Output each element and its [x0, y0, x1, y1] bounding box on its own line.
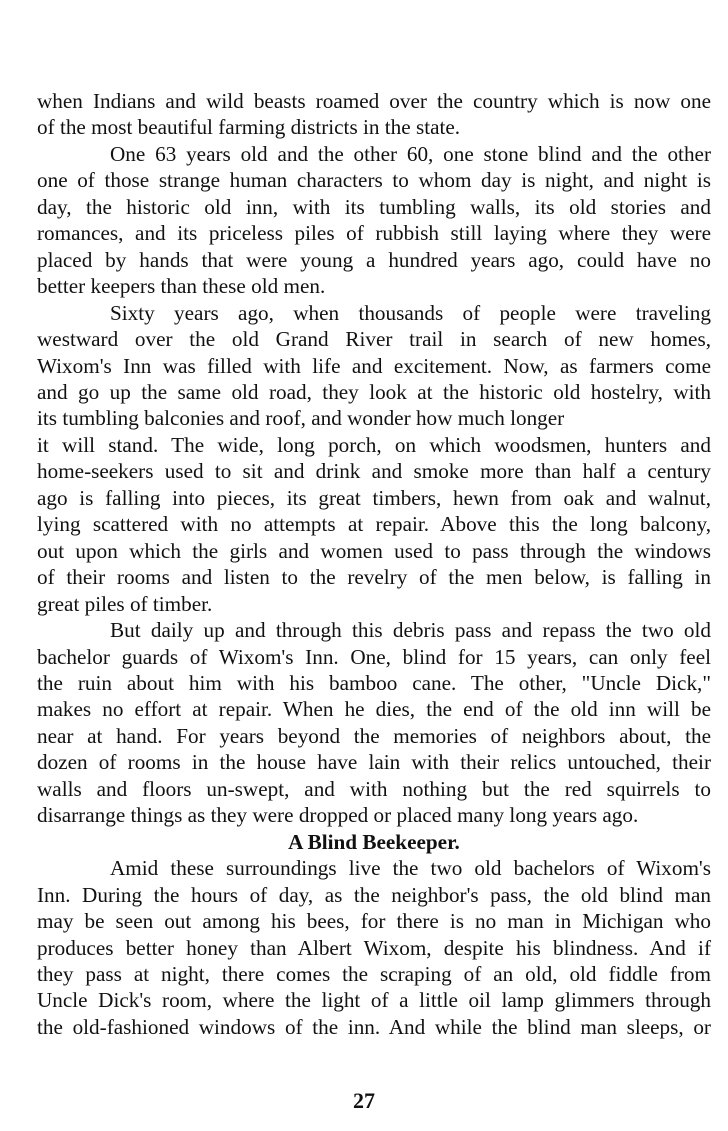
- text-line: the ruin about him with his bamboo cane. The other, "Uncle Dick,": [37, 670, 711, 695]
- text-line: it will stand. The wide, long porch, on which woodsmen, hunters and: [37, 432, 711, 457]
- text-line: disarrange things as they were dropped or placed many long years ago.: [37, 803, 639, 828]
- paragraph-5: [37, 617, 711, 829]
- text-line: bachelor guards of Wixom's Inn. One, blind for 15 years, can only feel: [37, 644, 711, 669]
- body-text: [37, 88, 711, 1040]
- text-line: great piles of timber.: [37, 591, 213, 616]
- text-line: its tumbling balconies and roof, and wonder how much longer: [37, 406, 565, 431]
- text-line: day, the historic old inn, with its tumbling walls, its old stories and: [37, 194, 711, 219]
- text-line: walls and floors un-swept, and with nothing but the red squirrels to: [37, 776, 711, 801]
- text-line: One 63 years old and the other 60, one stone blind and the other: [110, 141, 711, 166]
- page-number: 27: [353, 1088, 375, 1113]
- text-line: better keepers than these old men.: [37, 274, 326, 299]
- text-line: produces better honey than Albert Wixom, despite his blindness. And if: [37, 935, 711, 960]
- text-line: makes no effort at repair. When he dies, the end of the old inn will be: [37, 697, 711, 722]
- text-line: westward over the old Grand River trail in search of new homes,: [37, 327, 711, 352]
- text-line: dozen of rooms in the house have lain with their relics untouched, their: [37, 750, 711, 775]
- paragraph-2: [37, 141, 711, 300]
- text-line: of their rooms and listen to the revelry of the men below, is falling in: [37, 565, 711, 590]
- text-line: near at hand. For years beyond the memories of neighbors about, the: [37, 723, 711, 748]
- text-line: they pass at night, there comes the scraping of an old, old fiddle from: [37, 961, 711, 986]
- text-line: lying scattered with no attempts at repair. Above this the long balcony,: [37, 512, 711, 537]
- paragraph-6: [37, 855, 711, 1040]
- text-line: one of those strange human characters to whom day is night, and night is: [37, 168, 711, 193]
- text-line: the old-fashioned windows of the inn. And while the blind man sleeps, or: [37, 1014, 711, 1039]
- text-line: out upon which the girls and women used to pass through the windows: [37, 538, 711, 563]
- text-line: Amid these surroundings live the two old bachelors of Wixom's: [110, 856, 711, 881]
- text-line: when Indians and wild beasts roamed over the country which is now one: [37, 89, 711, 113]
- text-line: placed by hands that were young a hundred years ago, could have no: [37, 247, 711, 272]
- text-line: Uncle Dick's room, where the light of a little oil lamp glimmers through: [37, 988, 711, 1013]
- text-line: home-seekers used to sit and drink and smoke more than half a century: [37, 459, 711, 484]
- text-line: Wixom's Inn was filled with life and excitement. Now, as farmers come: [37, 353, 711, 378]
- text-line: Inn. During the hours of day, as the neighbor's pass, the old blind man: [37, 882, 711, 907]
- text-line: romances, and its priceless piles of rubbish still laying where they were: [37, 221, 711, 246]
- text-line: Sixty years ago, when thousands of people were traveling: [110, 300, 711, 325]
- paragraph-3: [37, 300, 711, 432]
- paragraph-4: [37, 432, 711, 617]
- text-line: of the most beautiful farming districts in the state.: [37, 115, 461, 140]
- text-line: may be seen out among his bees, for there is no man in Michigan who: [37, 909, 711, 934]
- section-heading: A Blind Beekeeper.: [288, 829, 460, 854]
- text-line: ago is falling into pieces, its great timbers, hewn from oak and walnut,: [37, 485, 711, 510]
- text-line: But daily up and through this debris pass and repass the two old: [110, 618, 711, 643]
- text-line: and go up the same old road, they look at the historic old hostelry, with: [37, 379, 711, 404]
- paragraph-1: [37, 88, 711, 141]
